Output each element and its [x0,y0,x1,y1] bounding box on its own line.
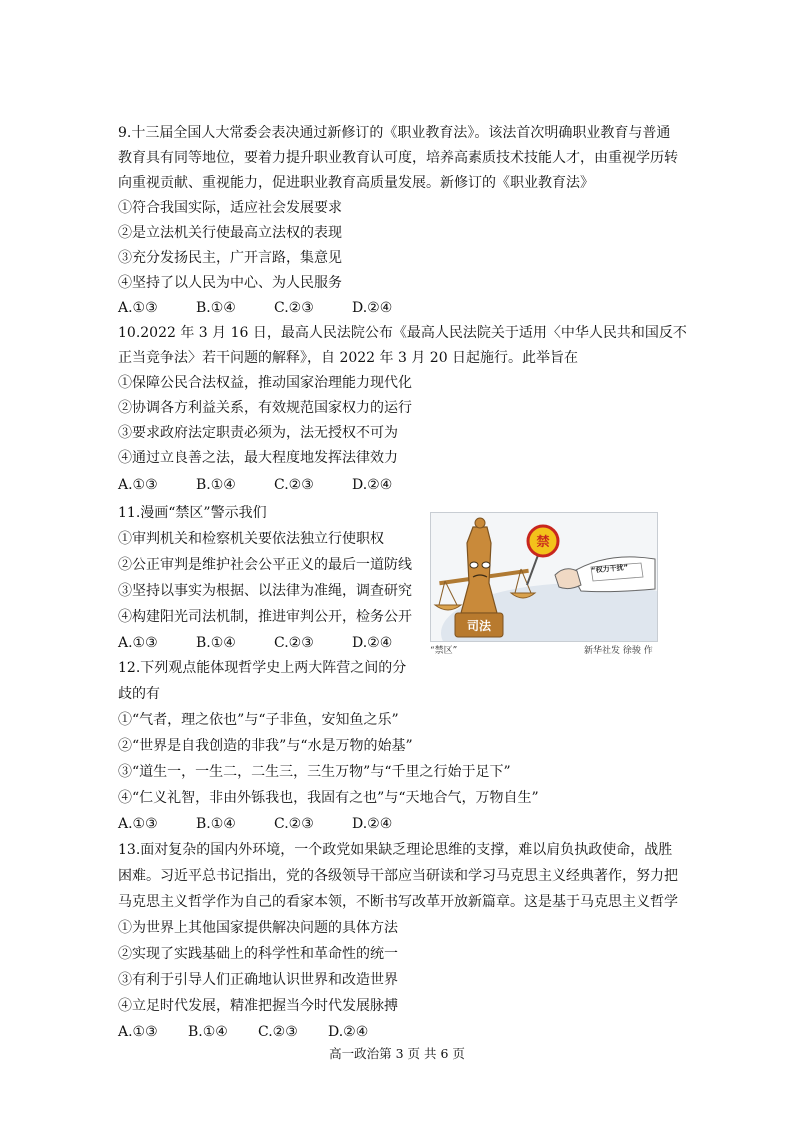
cartoon-caption-credit: 新华社发 徐骏 作 [584,646,653,656]
q12-stem-line-2: 歧的有 [118,686,160,702]
q11-option-b[interactable]: B.①④ [196,635,236,651]
q13-item-2: ②实现了实践基础上的科学性和革命性的统一 [118,946,398,962]
q13-option-b[interactable]: B.①④ [188,1024,228,1040]
q12-stem-line-1: 12.下列观点能体现哲学史上两大阵营之间的分 [118,660,407,676]
q11-option-d[interactable]: D.②④ [352,635,393,651]
q9-option-a[interactable]: A.①③ [118,300,158,316]
q10-options [118,475,392,495]
q12-options [118,814,392,834]
q11-item-3: ③坚持以事实为根据、以法律为准绳，调查研究 [118,583,412,599]
q9-stem-line-2: 教育具有同等地位，要着力提升职业教育认可度，培养高素质技术技能人才，由重视学历转 [118,150,678,166]
q9-item-4: ④坚持了以人民为中心、为人民服务 [118,275,342,291]
q12-option-a[interactable]: A.①③ [118,816,158,832]
q9-option-d[interactable]: D.②④ [352,300,393,316]
q9-options [118,298,392,318]
q10-option-b[interactable]: B.①④ [196,477,236,493]
q11-option-a[interactable]: A.①③ [118,635,158,651]
q11-option-c[interactable]: C.②③ [274,635,314,651]
q12-item-3: ③“道生一，一生二，二生三，三生万物”与“千里之行始于足下” [118,764,511,780]
q10-option-c[interactable]: C.②③ [274,477,314,493]
q9-stem-line-3: 向重视贡献、重视能力，促进职业教育高质量发展。新修订的《职业教育法》 [118,175,594,191]
q10-item-4: ④通过立良善之法，最大程度地发挥法律效力 [118,450,398,466]
q11-item-2: ②公正审判是维护社会公平正义的最后一道防线 [118,557,412,573]
q12-option-b[interactable]: B.①④ [196,816,236,832]
q12-option-c[interactable]: C.②③ [274,816,314,832]
q13-stem-line-3: 马克思主义哲学作为自己的看家本领，不断书写改革开放新篇章。这是基于马克思主义哲学 [118,894,678,910]
cartoon-caption-title: “禁区” [430,646,458,656]
q12-item-2: ②“世界是自我创造的非我”与“水是万物的始基” [118,738,413,754]
cartoon-sign-text: 禁 [536,535,550,550]
q11-options [118,633,392,653]
q11-item-4: ④构建阳光司法机制，推进审判公开，检务公开 [118,609,412,625]
q9-item-1: ①符合我国实际，适应社会发展要求 [118,200,342,216]
q9-item-2: ②是立法机关行使最高立法权的表现 [118,225,342,241]
q10-option-d[interactable]: D.②④ [352,477,393,493]
q13-option-d[interactable]: D.②④ [328,1024,369,1040]
cartoon-forbidden-zone [430,512,658,642]
q10-option-a[interactable]: A.①③ [118,477,158,493]
q13-item-4: ④立足时代发展，精准把握当今时代发展脉搏 [118,998,398,1014]
q13-stem-line-1: 13.面对复杂的国内外环境，一个政党如果缺乏理论思维的支撑，难以肩负执政使命，战胜 [118,842,673,858]
q12-item-1: ①“气者，理之依也”与“子非鱼，安知鱼之乐” [118,712,399,728]
q12-option-d[interactable]: D.②④ [352,816,393,832]
q13-option-a[interactable]: A.①③ [118,1024,158,1040]
q10-item-1: ①保障公民合法权益，推动国家治理能力现代化 [118,375,412,391]
q13-option-c[interactable]: C.②③ [258,1024,298,1040]
q13-item-1: ①为世界上其他国家提供解决问题的具体方法 [118,920,398,936]
q13-item-3: ③有利于引导人们正确地认识世界和改造世界 [118,972,398,988]
q13-options [118,1022,368,1042]
q9-item-3: ③充分发扬民主，广开言路，集意见 [118,250,342,266]
q10-item-2: ②协调各方利益关系，有效规范国家权力的运行 [118,400,412,416]
q10-stem-line-1: 10.2022 年 3 月 16 日，最高人民法院公布《最高人民法院关于适用〈中华人民共和国反不 [118,325,687,341]
q10-stem-line-2: 正当竞争法〉若干问题的解释》，自 2022 年 3 月 20 日起施行。此举旨在 [118,350,579,366]
q10-item-3: ③要求政府法定职责必须为，法无授权不可为 [118,425,398,441]
q11-item-1: ①审判机关和检察机关要依法独立行使职权 [118,531,384,547]
q12-item-4: ④“仁义礼智，非由外铄我也，我固有之也”与“天地合气，万物自生” [118,790,539,806]
cartoon-hand-label: “权力干扰” [590,563,629,575]
cartoon-base-text: 司法 [466,619,491,633]
q9-option-c[interactable]: C.②③ [274,300,314,316]
q13-stem-line-2: 困难。习近平总书记指出，党的各级领导干部应当研读和学习马克思主义经典著作，努力把 [118,868,678,884]
q9-stem-line-1: 9.十三届全国人大常委会表决通过新修订的《职业教育法》。该法首次明确职业教育与普通 [118,125,671,141]
page-footer: 高一政治第 3 页 共 6 页 [329,1046,465,1061]
q11-stem: 11.漫画“禁区”警示我们 [118,505,267,521]
q9-option-b[interactable]: B.①④ [196,300,236,316]
